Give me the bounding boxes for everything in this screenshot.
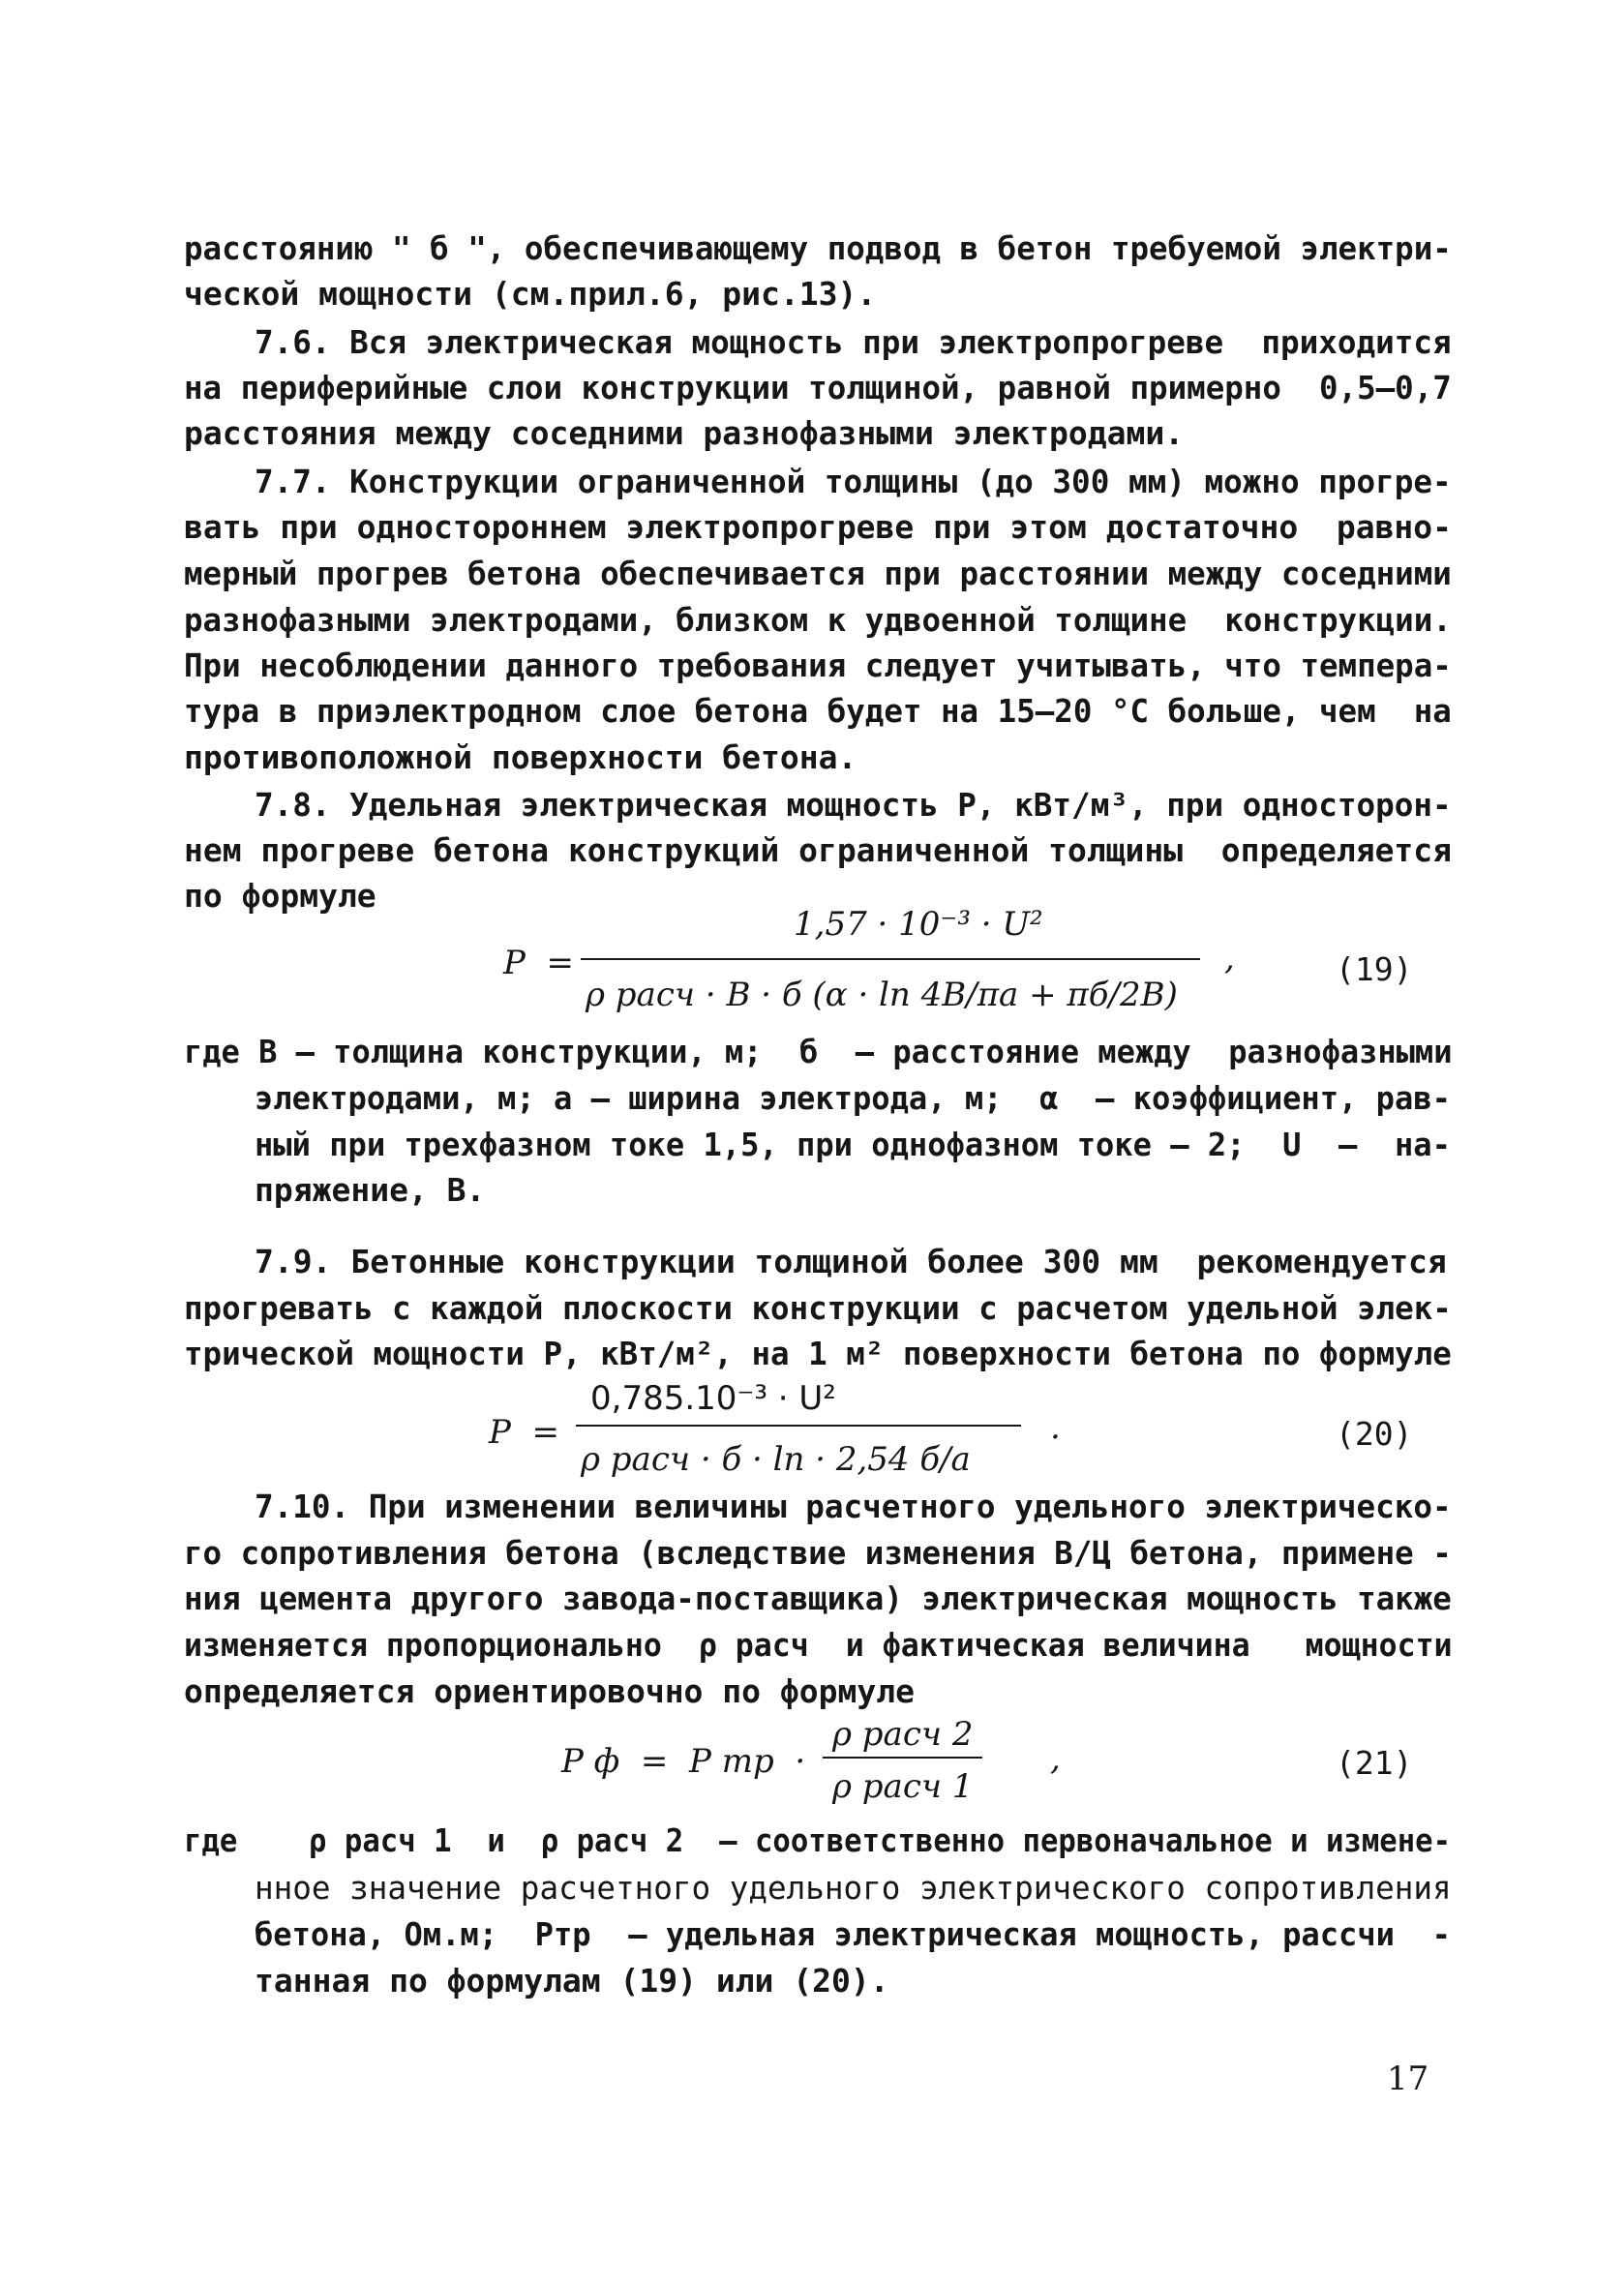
text-line: разнофазными электродами, близком к удвоенной толщине конструкции. xyxy=(184,601,1452,639)
formula-numerator: 1,57 · 10⁻³ · U² xyxy=(794,905,1043,944)
text-line: тура в приэлектродном слое бетона будет на 15–20 °С больше, чем на xyxy=(184,692,1452,730)
text-line: расстоянию " б ", обеспечивающему подвод в бетон требуемой электри- xyxy=(184,229,1452,267)
text-line: 7.10. При изменении величины расчетного удельного электрическо- xyxy=(255,1488,1452,1525)
formula-lhs: P = xyxy=(489,1413,559,1452)
formula-denominator: ρ расч · B · б (α · ln 4B/πa + πб/2B) xyxy=(586,976,1178,1014)
formula-denominator: ρ расч · б · ln · 2,54 б/a xyxy=(581,1440,971,1479)
text-line: 7.6. Вся электрическая мощность при электропрогреве приходится xyxy=(255,323,1452,361)
formula-lhs: P ф = P тр · xyxy=(561,1742,806,1781)
text-line: 7.7. Конструкции ограниченной толщины (до 300 мм) можно прогре- xyxy=(255,463,1452,500)
equation-number: (19) xyxy=(1336,950,1413,988)
text-line: электродами, м; а – ширина электрода, м; α – коэффициент, рав- xyxy=(255,1079,1451,1117)
text-line: 7.9. Бетонные конструкции толщиной более 300 мм рекомендуется xyxy=(255,1243,1447,1280)
text-line: При несоблюдении данного требования следует учитывать, что темпера- xyxy=(184,647,1452,684)
text-line: где ρ расч 1 и ρ расч 2 – соответственно первоначальное и измене- xyxy=(184,1821,1452,1859)
formula-numerator: ρ расч 2 xyxy=(832,1715,974,1754)
text-line: трической мощности Р, кВт/м², на 1 м² поверхности бетона по формуле xyxy=(184,1335,1452,1372)
formula-denominator: ρ расч 1 xyxy=(832,1767,974,1806)
equation-number: (20) xyxy=(1336,1415,1413,1453)
formula-comma: , xyxy=(1224,939,1235,978)
text-line: пряжение, В. xyxy=(255,1171,486,1209)
text-line: где В – толщина конструкции, м; б – расстояние между разнофазными xyxy=(184,1033,1453,1070)
text-line: нем прогреве бетона конструкций ограниченной толщины определяется xyxy=(184,831,1452,869)
text-line: изменяется пропорционально ρ расч и фактическая величина мощности xyxy=(184,1626,1453,1664)
text-line: вать при одностороннем электропрогреве при этом достаточно равно- xyxy=(184,508,1452,546)
formula-numerator: 0,785.10⁻³ · U² xyxy=(590,1379,836,1418)
text-line: го сопротивления бетона (вследствие изменения В/Ц бетона, примене - xyxy=(184,1534,1452,1572)
formula-dot: . xyxy=(1050,1408,1061,1447)
text-line: 7.8. Удельная электрическая мощность Р, кВт/м³, при односторон- xyxy=(255,786,1452,824)
text-line: прогревать с каждой плоскости конструкции с расчетом удельной элек- xyxy=(184,1289,1452,1327)
fraction-bar xyxy=(823,1757,982,1759)
text-line: противоположной поверхности бетона. xyxy=(184,738,857,776)
text-line: по формуле xyxy=(184,877,376,915)
text-line: ния цемента другого завода-поставщика) электрическая мощность также xyxy=(184,1579,1452,1617)
fraction-bar xyxy=(576,1425,1021,1427)
text-line: определяется ориентировочно по формуле xyxy=(184,1672,915,1710)
text-line: танная по формулам (19) или (20). xyxy=(255,1962,889,2000)
text-line: ный при трехфазном токе 1,5, при однофазном токе – 2; U – на- xyxy=(255,1126,1451,1163)
equation-number: (21) xyxy=(1336,1744,1413,1782)
text-line: расстояния между соседними разнофазными электродами. xyxy=(184,414,1185,452)
text-line: нное значение расчетного удельного электрического сопротивления xyxy=(255,1869,1452,1907)
text-line: ческой мощности (см.прил.6, рис.13). xyxy=(184,275,877,313)
text-line: на периферийные слои конструкции толщиной, равной примерно 0,5–0,7 xyxy=(184,369,1452,406)
formula-lhs: P = xyxy=(503,944,574,982)
text-line: мерный прогрев бетона обеспечивается при расстоянии между соседними xyxy=(184,555,1452,592)
formula-comma: , xyxy=(1050,1739,1061,1778)
page-number: 17 xyxy=(1387,2060,1429,2098)
text-line: бетона, Ом.м; Pтр – удельная электрическая мощность, рассчи - xyxy=(255,1915,1451,1953)
fraction-bar xyxy=(581,958,1200,960)
